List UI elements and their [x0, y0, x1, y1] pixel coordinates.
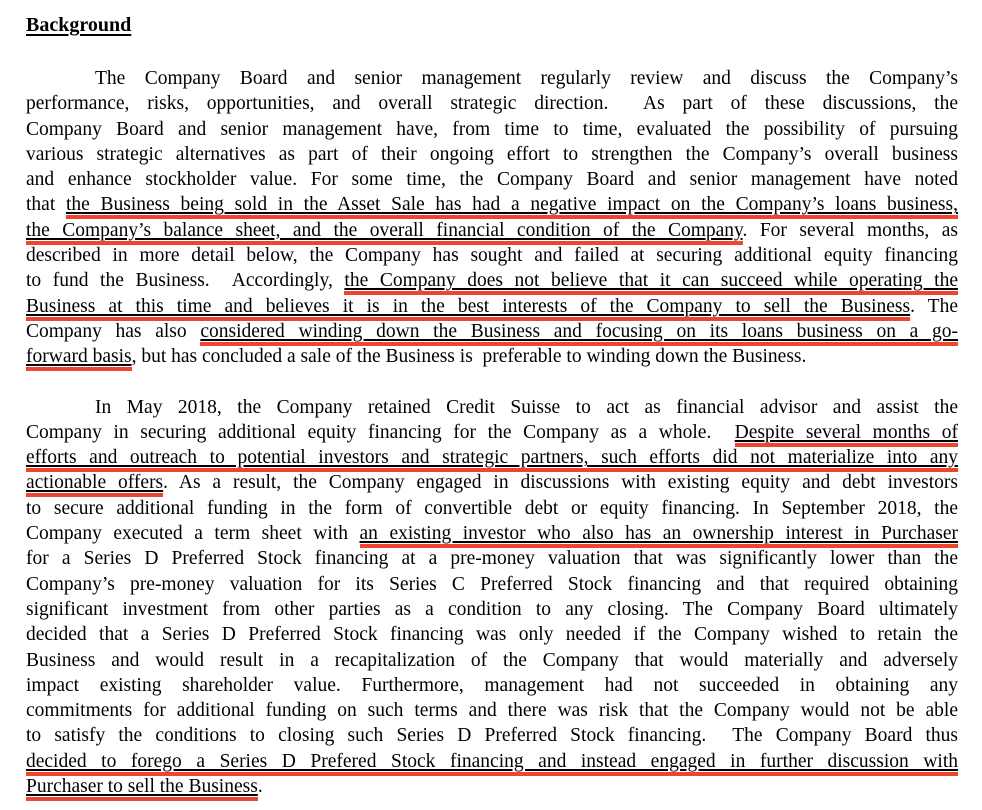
- text-run: commitments for additional funding on such terms and there was risk that the Company would not be able: [26, 700, 958, 722]
- text-run: , but has concluded a sale of the Business is preferable to winding down the Business.: [131, 346, 807, 368]
- paragraph: [26, 66, 958, 370]
- text-line: [26, 319, 958, 344]
- text-line: [26, 344, 958, 369]
- text-run: decided that a Series D Preferred Stock financing was only needed if the Company wished to retain the: [26, 624, 958, 646]
- text-line: [26, 774, 958, 799]
- text-line: [26, 521, 958, 546]
- text-line: [26, 622, 958, 647]
- text-run: Company has also: [26, 320, 201, 342]
- redlined-text: forward basis: [26, 346, 132, 371]
- text-line: [26, 648, 958, 673]
- text-run: significant investment from other parties as a condition to any closing. The Company Board ultimately: [26, 598, 958, 620]
- text-line: [26, 546, 958, 571]
- redlined-text: Despite several months of: [735, 422, 958, 447]
- text-line: [26, 142, 958, 167]
- text-line: [26, 420, 958, 445]
- document-body: [26, 66, 958, 799]
- text-run: Company in securing additional equity financing for the Company as a whole.: [26, 421, 735, 443]
- text-run: to satisfy the conditions to closing such Series D Preferred Stock financing. The Company Board thus: [26, 725, 958, 747]
- redlined-text: an existing investor who also has an ownership interest in Purchaser: [360, 523, 958, 548]
- text-line: [26, 268, 958, 293]
- text-line: [26, 192, 958, 217]
- text-line: [26, 243, 958, 268]
- redlined-text: actionable offers: [26, 472, 163, 497]
- text-line: [26, 218, 958, 243]
- text-run: Company’s pre-money valuation for its Series C Preferred Stock financing and that required obtaining: [26, 573, 958, 595]
- text-line: [26, 723, 958, 748]
- text-run: to secure additional funding in the form of convertible debt or equity financing. In September 2018, the: [26, 497, 958, 519]
- text-line: [26, 698, 958, 723]
- text-run: Company executed a term sheet with: [26, 523, 360, 545]
- text-run: various strategic alternatives as part of their ongoing effort to strengthen the Company’s overall business: [26, 143, 958, 165]
- text-line: [26, 294, 958, 319]
- text-run: . The: [910, 295, 958, 317]
- redlined-text: decided to forego a Series D Prefered Stock financing and instead engaged in further discussion with: [26, 751, 958, 776]
- text-run: Business and would result in a recapitalization of the Company that would materially and adversely: [26, 649, 958, 671]
- text-run: to fund the Business. Accordingly,: [26, 270, 345, 292]
- text-line: [26, 395, 958, 420]
- text-run: for a Series D Preferred Stock financing at a pre-money valuation that was significantly lower than the: [26, 548, 958, 570]
- text-run: described in more detail below, the Company has sought and failed at securing additional equity financing: [26, 245, 958, 267]
- redlined-text: Purchaser to sell the Business: [26, 776, 258, 801]
- redlined-text: the Business being sold in the Asset Sale has had a negative impact on the Company’s loans business,: [66, 194, 958, 219]
- text-line: [26, 749, 958, 774]
- redlined-text: efforts and outreach to potential investors and strategic partners, such efforts did not materialize into any: [26, 447, 958, 472]
- text-line: [26, 673, 958, 698]
- text-run: that: [26, 194, 66, 216]
- text-line: [26, 117, 958, 142]
- text-run: . For several months, as: [742, 219, 958, 241]
- text-run: and enhance stockholder value. For some time, the Company Board and senior management have noted: [26, 169, 958, 191]
- paragraph: [26, 395, 958, 800]
- text-line: [26, 66, 958, 91]
- section-heading: Background: [26, 14, 132, 36]
- text-line: [26, 572, 958, 597]
- redlined-text: considered winding down the Business and focusing on its loans business on a go-: [200, 321, 958, 346]
- text-run: . As a result, the Company engaged in discussions with existing equity and debt investors: [163, 472, 959, 494]
- text-run: .: [257, 776, 263, 798]
- text-line: [26, 445, 958, 470]
- text-line: [26, 470, 958, 495]
- text-line: [26, 597, 958, 622]
- text-run: performance, risks, opportunities, and overall strategic direction. As part of these discussions, the: [26, 93, 958, 115]
- text-line: [26, 167, 958, 192]
- text-line: [26, 496, 958, 521]
- text-run: Company Board and senior management have, from time to time, evaluated the possibility of pursuing: [26, 118, 958, 140]
- redlined-text: the Company’s balance sheet, and the overall financial condition of the Company: [26, 220, 743, 245]
- text-run: impact existing shareholder value. Furthermore, management had not succeeded in obtaining any: [26, 674, 958, 696]
- text-run: The Company Board and senior management regularly review and discuss the Company’s: [95, 68, 958, 89]
- redlined-text: the Company does not believe that it can succeed while operating the: [344, 270, 958, 295]
- redlined-text: Business at this time and believes it is in the best interests of the Company to sell the Business: [26, 296, 910, 321]
- text-line: [26, 91, 958, 116]
- text-run: In May 2018, the Company retained Credit Suisse to act as financial advisor and assist the: [95, 396, 958, 418]
